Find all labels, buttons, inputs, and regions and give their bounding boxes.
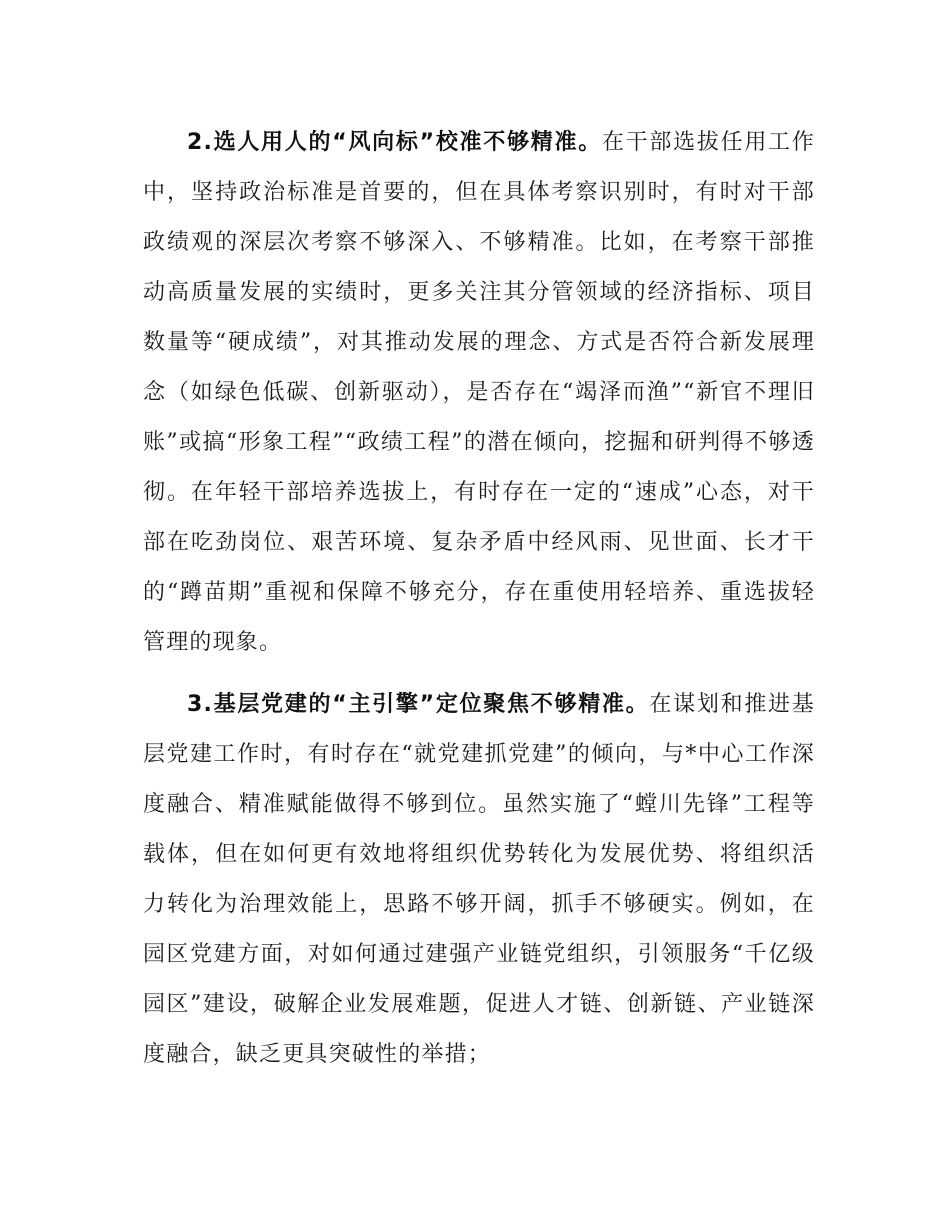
paragraph-2-heading: 2.选人用人的“风向标”校准不够精准。: [187, 130, 602, 155]
paragraph-2: [143, 118, 815, 668]
paragraph-3: [143, 680, 815, 1080]
paragraph-3-heading: 3.基层党建的“主引擎”定位聚焦不够精准。: [187, 692, 650, 717]
paragraph-3-body: 在谋划和推进基层党建工作时，有时存在“就党建抓党建”的倾向，与*中心工作深度融合、精准赋能做得不够到位。虽然实施了“螳川先锋”工程等载体，但在如何更有效地将组织优势转化为发展优势、将组织活力转化为治理效能上，思路不够开阔，抓手不够硬实。例如，在园区党建方面，对如何通过建强产业链党组织，引领服务“千亿级园区”建设，破解企业发展难题，促进人才链、创新链、产业链深度融合，缺乏更具突破性的举措；: [143, 692, 815, 1067]
paragraph-2-body: 在干部选拔任用工作中，坚持政治标准是首要的，但在具体考察识别时，有时对干部政绩观的深层次考察不够深入、不够精准。比如，在考察干部推动高质量发展的实绩时，更多关注其分管领域的经济指标、项目数量等“硬成绩”，对其推动发展的理念、方式是否符合新发展理念（如绿色低碳、创新驱动），是否存在“竭泽而渔”“新官不理旧账”或搞“形象工程”“政绩工程”的潜在倾向，挖掘和研判得不够透彻。在年轻干部培养选拔上，有时存在一定的“速成”心态，对干部在吃劲岗位、艰苦环境、复杂矛盾中经风雨、见世面、长才干的“蹲苗期”重视和保障不够充分，存在重使用轻培养、重选拔轻管理的现象。: [143, 130, 815, 655]
